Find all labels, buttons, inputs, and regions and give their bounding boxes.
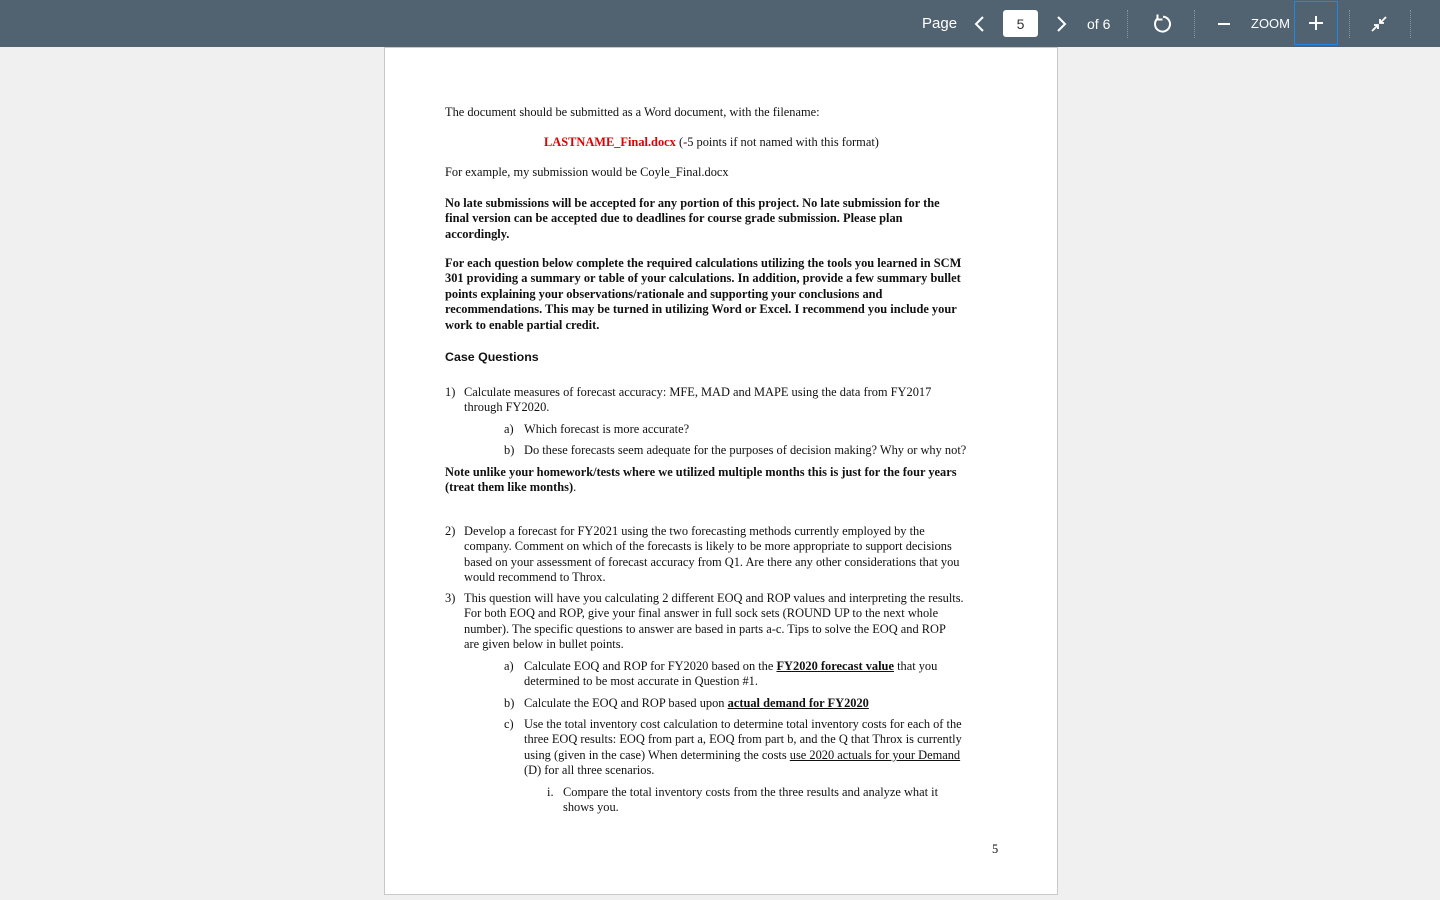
text-line: would recommend to Throx. — [464, 570, 606, 585]
plus-icon — [1308, 15, 1324, 31]
text-span: Calculate the EOQ and ROP based upon — [524, 696, 725, 710]
document-page — [384, 47, 1058, 895]
text-line: Use the total inventory cost calculation to determine total inventory costs for each of the — [524, 717, 962, 731]
text-line: work to enable partial credit. — [445, 317, 600, 332]
question-3b — [524, 696, 869, 711]
text-span: using (given in the case) When determining the costs — [524, 747, 787, 762]
text-line: 301 providing a summary or table of your calculations. In addition, provide a few summary bullet — [445, 271, 961, 286]
filename-format: LASTNAME_Final.docx — [544, 135, 676, 149]
chevron-right-icon — [1056, 15, 1068, 33]
toolbar-divider — [1127, 10, 1128, 38]
subquestion-letter: b) — [504, 696, 515, 710]
question-1b: Do these forecasts seem adequate for the purposes of decision making? Why or why not? — [524, 443, 967, 457]
text-line: Calculate measures of forecast accuracy: MFE, MAD and MAPE using the data from FY2017 — [464, 385, 932, 399]
text-line: are given below in bullet points. — [464, 637, 624, 652]
question-number: 2) — [445, 524, 456, 538]
exit-fullscreen-button[interactable] — [1368, 0, 1390, 47]
question-1a: Which forecast is more accurate? — [524, 422, 690, 436]
question-3a — [524, 659, 937, 690]
collapse-icon — [1370, 15, 1388, 33]
chevron-left-icon — [973, 15, 985, 33]
emphasized-text: FY2020 forecast value — [776, 659, 894, 673]
text-line: accordingly. — [445, 226, 510, 241]
total-pages-label: of 6 — [1087, 15, 1111, 32]
rotate-button[interactable] — [1150, 0, 1174, 47]
text-line: determined to be most accurate in Question #1. — [524, 674, 758, 689]
question-number: 3) — [445, 591, 456, 605]
text-line: shows you. — [563, 800, 619, 815]
note-period: . — [573, 480, 577, 495]
pdf-toolbar — [0, 0, 1440, 47]
text-line: Develop a forecast for FY2021 using the two forecasting methods currently employed by the — [464, 524, 925, 538]
question-3 — [464, 591, 964, 653]
text-line: (D) for all three scenarios. — [524, 763, 655, 778]
page-number: 5 — [992, 842, 999, 856]
rotate-icon — [1151, 13, 1173, 35]
late-policy — [445, 196, 940, 242]
question-number: 1) — [445, 385, 456, 399]
filename-format-line — [544, 135, 879, 150]
text-line — [524, 659, 937, 674]
zoom-out-button[interactable] — [1214, 0, 1234, 47]
text-line: This question will have you calculating 2 different EOQ and ROP values and interpreting the results. — [464, 591, 964, 605]
question-1 — [464, 385, 931, 416]
toolbar-divider — [1410, 10, 1411, 38]
previous-page-button[interactable] — [968, 0, 990, 47]
filename-example: For example, my submission would be Coyle_Final.docx — [445, 165, 729, 179]
text-span: Calculate EOQ and ROP for FY2020 based on the — [524, 659, 774, 673]
toolbar-divider — [1349, 10, 1350, 38]
page-label: Page — [922, 15, 958, 32]
next-page-button[interactable] — [1051, 0, 1073, 47]
page-number-input[interactable] — [1003, 10, 1038, 37]
text-line: three EOQ results: EOQ from part a, EOQ from part b, and the Q that Throx is currently — [524, 732, 962, 747]
text-line — [445, 480, 957, 495]
zoom-in-button[interactable] — [1294, 1, 1338, 45]
subquestion-letter: a) — [504, 659, 514, 673]
text-span: that you — [897, 659, 938, 673]
zoom-label: ZOOM — [1251, 16, 1290, 31]
subquestion-roman: i. — [547, 785, 554, 799]
text-line: based on your assessment of forecast accuracy from Q1. Are there any other considerations that you — [464, 554, 960, 569]
case-questions-heading: Case Questions — [445, 350, 539, 364]
filename-penalty-note: (-5 points if not named with this format) — [678, 135, 879, 149]
text-line: company. Comment on which of the forecasts is likely to be more appropriate to support decisions — [464, 539, 952, 554]
text-line: final version can be accepted due to deadlines for course grade submission. Please plan — [445, 211, 903, 226]
text-line: points explaining your observations/rationale and supporting your conclusions and — [445, 286, 883, 301]
question-2 — [464, 524, 959, 586]
text-line: For each question below complete the required calculations utilizing the tools you learned in SCM — [445, 256, 962, 270]
question-3c-i — [563, 785, 938, 816]
note-emphasis: (treat them like months) — [445, 480, 574, 495]
text-line: through FY2020. — [464, 400, 550, 415]
calculation-instructions — [445, 256, 961, 333]
text-line: No late submissions will be accepted for any portion of this project. No late submission for the — [445, 196, 940, 210]
text-line: Compare the total inventory costs from the three results and analyze what it — [563, 785, 939, 799]
subquestion-letter: a) — [504, 422, 514, 436]
toolbar-divider — [1194, 10, 1195, 38]
text-line: For both EOQ and ROP, give your final answer in full sock sets (ROUND UP to the next whole — [464, 606, 939, 621]
emphasized-text: use 2020 actuals for your Demand — [789, 747, 961, 762]
note-block — [445, 465, 957, 496]
text-line: Note unlike your homework/tests where we utilized multiple months this is just for the four years — [445, 465, 957, 479]
subquestion-letter: b) — [504, 443, 515, 457]
subquestion-letter: c) — [504, 717, 514, 731]
submission-instructions: The document should be submitted as a Word document, with the filename: — [445, 105, 820, 119]
text-line: number). The specific questions to answer are based in parts a-c. Tips to solve the EOQ and ROP — [464, 621, 946, 636]
question-3c — [524, 717, 962, 779]
text-line: recommendations. This may be turned in utilizing Word or Excel. I recommend you include your — [445, 302, 957, 317]
text-line — [524, 748, 962, 763]
minus-icon — [1217, 17, 1231, 31]
emphasized-text: actual demand for FY2020 — [727, 696, 869, 710]
